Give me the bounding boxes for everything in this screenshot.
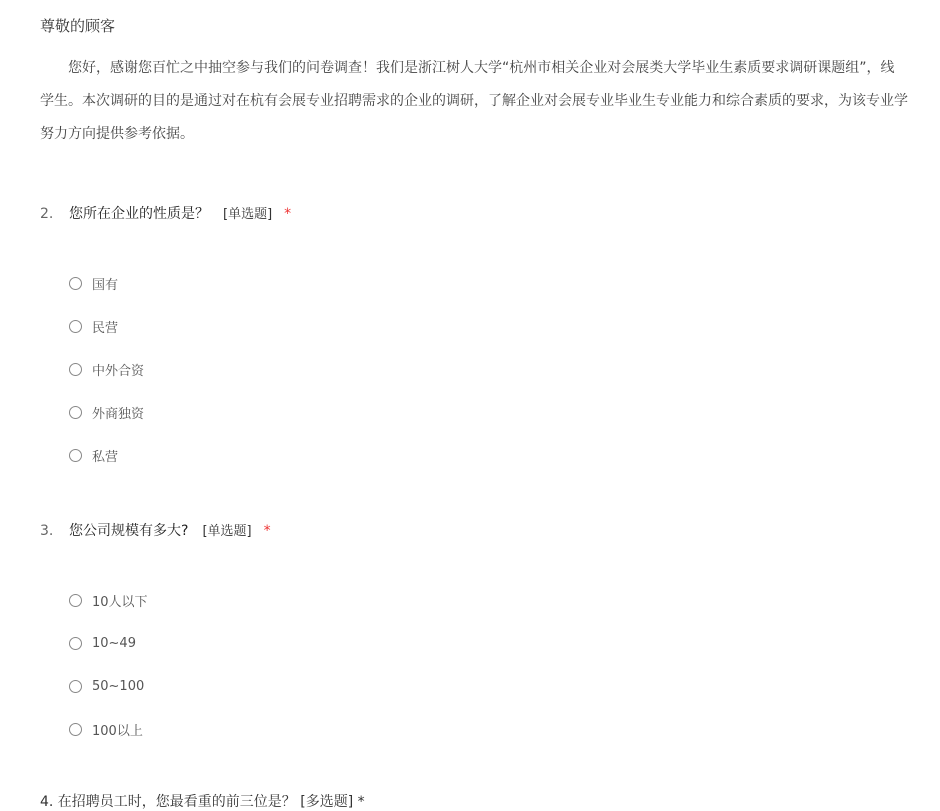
question-type-label: [单选题]	[223, 207, 273, 222]
option-label: 10~49	[92, 635, 136, 651]
option-ownership-state[interactable]	[69, 274, 118, 292]
question-type-label: [单选题]	[202, 524, 252, 539]
option-size-50-100[interactable]	[69, 677, 144, 695]
radio-button-icon[interactable]	[69, 594, 82, 607]
radio-button-icon[interactable]	[69, 277, 82, 290]
option-size-under-10[interactable]	[69, 591, 148, 609]
option-label: 10人以下	[92, 594, 148, 610]
intro-line-2: 学生。本次调研的目的是通过对在杭有会展专业招聘需求的企业的调研，了解企业对会展专业毕业生专业能力和综合素质的要求，为该专业学	[40, 93, 908, 109]
required-marker: *	[284, 206, 292, 222]
radio-button-icon[interactable]	[69, 363, 82, 376]
option-ownership-private[interactable]	[69, 446, 118, 464]
option-label: 国有	[92, 277, 119, 293]
radio-button-icon[interactable]	[69, 406, 82, 419]
question-title: 您所在企业的性质是？	[69, 206, 209, 222]
greeting-heading: 尊敬的顾客	[40, 17, 116, 35]
option-label: 外商独资	[92, 406, 145, 422]
intro-line-1: 您好，感谢您百忙之中抽空参与我们的问卷调查！我们是浙江树人大学“杭州市相关企业对会展类大学毕业生素质要求调研课题组”，线	[68, 60, 895, 76]
question-3-header	[40, 520, 271, 540]
radio-button-icon[interactable]	[69, 637, 82, 650]
option-label: 民营	[92, 320, 119, 336]
radio-button-icon[interactable]	[69, 320, 82, 333]
radio-button-icon[interactable]	[69, 723, 82, 736]
question-4-header-partial: 4. 在招聘员工时，您最看重的前三位是？ [多选题] *	[40, 794, 365, 810]
survey-intro	[40, 52, 940, 151]
question-number: 2.	[40, 206, 54, 222]
option-ownership-foreign-owned[interactable]	[69, 403, 144, 421]
option-ownership-private-enterprise[interactable]	[69, 317, 118, 335]
option-size-over-100[interactable]	[69, 720, 143, 738]
option-size-10-49[interactable]	[69, 634, 136, 652]
option-label: 50~100	[92, 678, 145, 694]
radio-button-icon[interactable]	[69, 680, 82, 693]
option-label: 100以上	[92, 723, 143, 739]
question-number: 3.	[40, 523, 54, 539]
option-ownership-joint-venture[interactable]	[69, 360, 144, 378]
option-label: 中外合资	[92, 363, 145, 379]
question-title: 您公司规模有多大?	[69, 523, 189, 539]
required-marker: *	[263, 523, 271, 539]
intro-line-3: 努力方向提供参考依据。	[40, 126, 194, 142]
question-2-header	[40, 203, 291, 223]
radio-button-icon[interactable]	[69, 449, 82, 462]
option-label: 私营	[92, 449, 119, 465]
